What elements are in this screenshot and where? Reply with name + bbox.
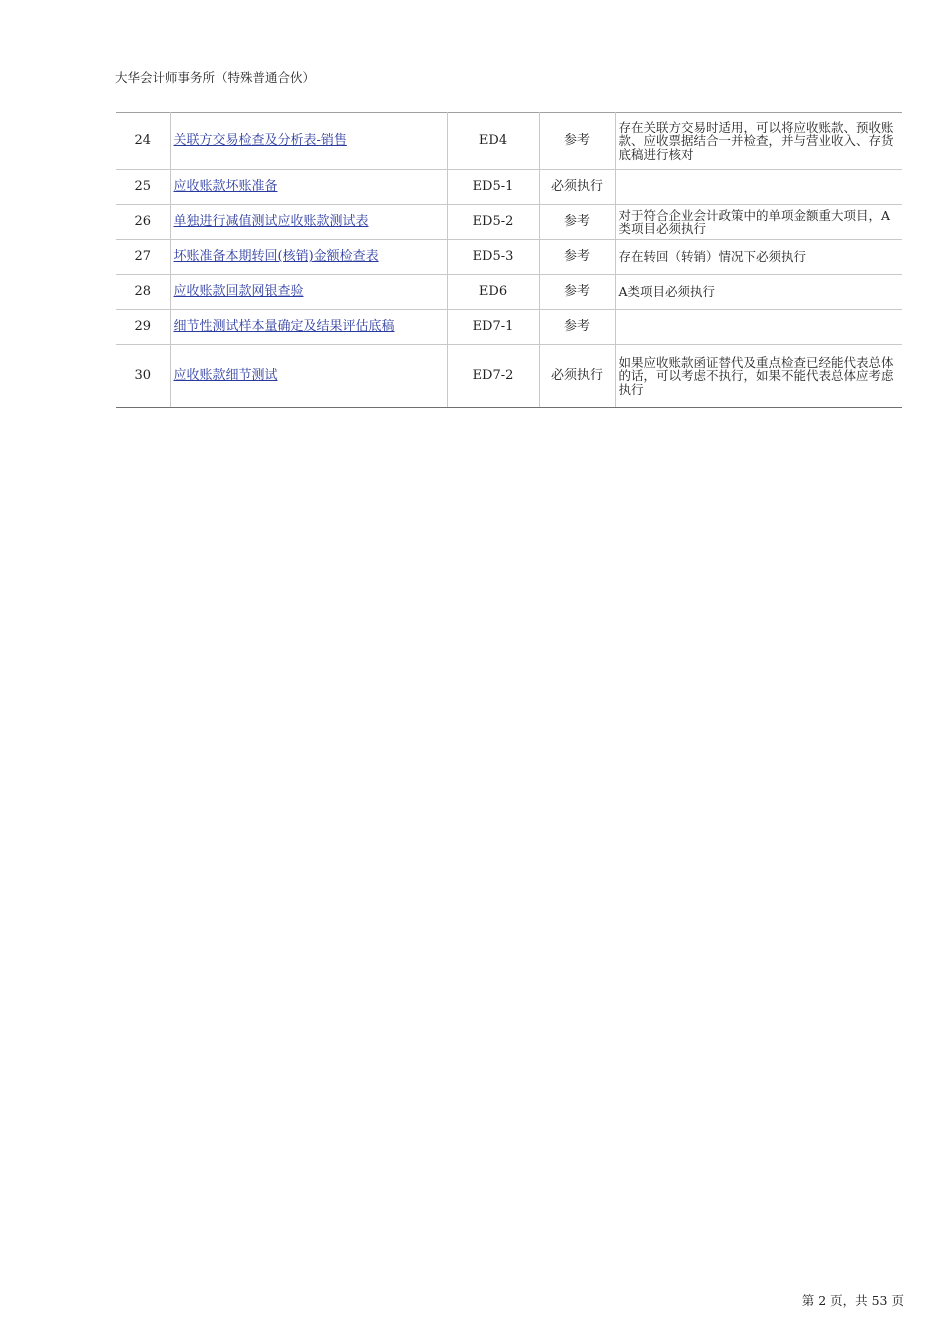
table-row <box>116 205 902 240</box>
workpaper-name-cell <box>170 205 447 240</box>
index-code: ED6 <box>447 275 539 310</box>
requirement: 参考 <box>539 205 615 240</box>
table-row <box>116 113 902 170</box>
workpaper-name-cell <box>170 240 447 275</box>
index-code: ED5-3 <box>447 240 539 275</box>
index-code: ED5-2 <box>447 205 539 240</box>
table-row <box>116 310 902 345</box>
workpaper-link[interactable]: 单独进行减值测试应收账款测试表 <box>173 214 369 230</box>
row-number: 24 <box>116 113 170 170</box>
note <box>615 170 902 205</box>
table-row <box>116 240 902 275</box>
table-row <box>116 345 902 408</box>
note: A类项目必须执行 <box>615 275 902 310</box>
workpaper-name-cell <box>170 113 447 170</box>
page-footer: 第 2 页，共 53 页 <box>801 1293 904 1308</box>
firm-header: 大华会计师事务所（特殊普通合伙） <box>115 70 316 85</box>
workpaper-name-cell <box>170 170 447 205</box>
workpaper-link[interactable]: 应收账款细节测试 <box>173 368 278 384</box>
index-code: ED7-1 <box>447 310 539 345</box>
index-code: ED4 <box>447 113 539 170</box>
note: 存在关联方交易时适用，可以将应收账款、预收账款、应收票据结合一并检查，并与营业收入、存货底稿进行核对 <box>615 113 902 170</box>
table-row <box>116 275 902 310</box>
table-row <box>116 170 902 205</box>
workpaper-name-cell <box>170 310 447 345</box>
workpaper-link[interactable]: 应收账款回款网银查验 <box>173 284 304 300</box>
note: 存在转回（转销）情况下必须执行 <box>615 240 902 275</box>
workpaper-link[interactable]: 应收账款坏账准备 <box>173 179 278 195</box>
index-code: ED5-1 <box>447 170 539 205</box>
row-number: 30 <box>116 345 170 408</box>
requirement: 参考 <box>539 240 615 275</box>
workpaper-link[interactable]: 关联方交易检查及分析表-销售 <box>173 133 347 149</box>
note: 对于符合企业会计政策中的单项金额重大项目，A类项目必须执行 <box>615 205 902 240</box>
workpaper-link[interactable]: 坏账准备本期转回(核销)金额检查表 <box>173 249 379 265</box>
row-number: 27 <box>116 240 170 275</box>
requirement: 必须执行 <box>539 170 615 205</box>
requirement: 必须执行 <box>539 345 615 408</box>
workpaper-table <box>116 112 902 408</box>
row-number: 26 <box>116 205 170 240</box>
requirement: 参考 <box>539 275 615 310</box>
workpaper-link[interactable]: 细节性测试样本量确定及结果评估底稿 <box>173 319 395 335</box>
requirement: 参考 <box>539 113 615 170</box>
note: 如果应收账款函证替代及重点检查已经能代表总体的话，可以考虑不执行，如果不能代表总体应考虑执行 <box>615 345 902 408</box>
row-number: 28 <box>116 275 170 310</box>
row-number: 25 <box>116 170 170 205</box>
index-code: ED7-2 <box>447 345 539 408</box>
row-number: 29 <box>116 310 170 345</box>
workpaper-name-cell <box>170 345 447 408</box>
workpaper-name-cell <box>170 275 447 310</box>
requirement: 参考 <box>539 310 615 345</box>
note <box>615 310 902 345</box>
